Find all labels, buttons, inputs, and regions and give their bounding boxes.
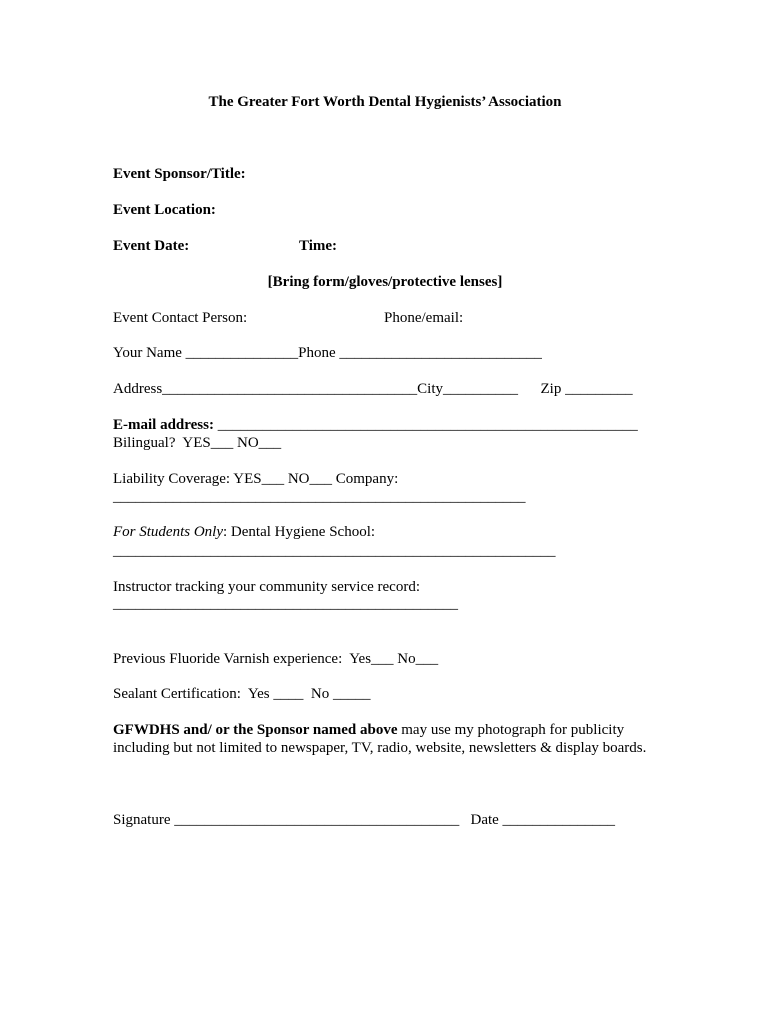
photo-consent-bold: GFWDHS and/ or the Sponsor named above (113, 722, 398, 738)
liability-coverage-field[interactable]: Liability Coverage: YES___ NO___ Company: (113, 471, 399, 487)
photo-consent-line2: including but not limited to newspaper, TV, radio, website, newsletters & display boards. (113, 740, 647, 756)
event-sponsor-label: Event Sponsor/Title: (113, 166, 246, 182)
email-field[interactable] (113, 417, 638, 434)
bilingual-field[interactable]: Bilingual? YES___ NO___ (113, 435, 282, 451)
event-date-label: Event Date: (113, 238, 190, 254)
email-blank[interactable]: ________________________________________________________ (213, 417, 638, 433)
page-title: The Greater Fort Worth Dental Hygienists’ Association (208, 94, 562, 110)
address-city-zip-field[interactable]: Address__________________________________City__________ Zip _________ (113, 381, 633, 397)
your-name-phone-field[interactable]: Your Name _______________Phone ___________________________ (113, 345, 542, 361)
instructor-blank[interactable]: ______________________________________________ (113, 596, 458, 612)
students-school-blank[interactable]: ___________________________________________________________ (113, 543, 556, 559)
liability-company-blank[interactable]: _______________________________________________________ (113, 489, 526, 505)
fluoride-varnish-field[interactable]: Previous Fluoride Varnish experience: Yes___ No___ (113, 651, 439, 667)
phone-email-label: Phone/email: (384, 310, 464, 326)
photo-consent-text: may use my photograph for publicity (397, 722, 625, 738)
photo-consent-line1 (113, 722, 624, 739)
event-location-label: Event Location: (113, 202, 216, 218)
instructor-label: Instructor tracking your community service record: (113, 579, 420, 595)
signature-date-field[interactable]: Signature ______________________________________ Date _______________ (113, 812, 616, 828)
students-school-label: : Dental Hygiene School: (223, 524, 376, 540)
event-contact-label: Event Contact Person: (113, 310, 248, 326)
email-label: E-mail address: (113, 417, 214, 433)
bring-note: [Bring form/gloves/protective lenses] (267, 274, 503, 290)
students-only-label: For Students Only (113, 524, 223, 540)
students-school-field[interactable] (113, 524, 375, 541)
sealant-certification-field[interactable]: Sealant Certification: Yes ____ No _____ (113, 686, 371, 702)
event-time-label: Time: (299, 238, 338, 254)
